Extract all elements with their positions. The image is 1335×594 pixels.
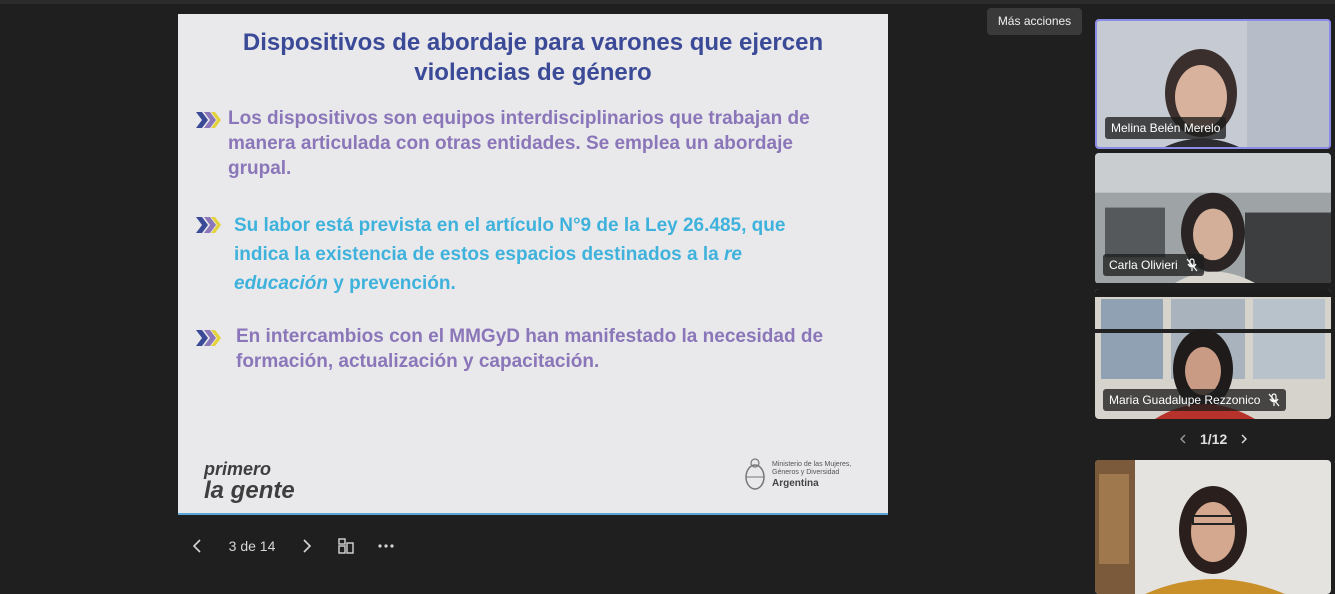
double-chevron-icon [196, 330, 222, 346]
participant-name: Carla Olivieri [1109, 258, 1178, 272]
bullet-text-part: y prevención. [327, 273, 456, 294]
slide-bullet-text: Los dispositivos son equipos interdisciplinarios que trabajan de manera articulada con otras entidades. Se emplea un abordaje grupal. [228, 108, 810, 179]
participant-name-tag [1103, 389, 1286, 411]
participant-tile[interactable] [1095, 153, 1331, 284]
previous-slide-button[interactable] [178, 530, 218, 562]
gallery-next-button[interactable] [1233, 428, 1255, 450]
slide-title: Dispositivos de abordaje para varones que ejercen violencias de género [242, 29, 824, 86]
gallery-pager [1172, 428, 1255, 450]
participant-name-tag [1103, 254, 1204, 276]
ministry-text [772, 461, 851, 490]
chevron-right-icon [297, 537, 315, 555]
ministry-logo [744, 457, 851, 493]
more-options-button[interactable] [366, 530, 406, 562]
double-chevron-icon [196, 217, 222, 233]
mic-off-icon [1268, 393, 1280, 407]
mic-off-icon [1186, 258, 1198, 272]
logo-line-2: la gente [204, 477, 295, 504]
more-icon [377, 537, 395, 555]
participant-video [1095, 460, 1331, 594]
slide-bullet-text [234, 211, 826, 298]
self-view-tile[interactable] [1095, 460, 1331, 594]
primero-la-gente-logo [204, 458, 295, 502]
slides-grid-icon [337, 537, 355, 555]
slide-navigation [178, 530, 406, 562]
chevron-left-icon [1177, 433, 1189, 445]
slide-bullet-text: En intercambios con el MMGyD han manifestado la necesidad de formación, actualización y capacitación. [236, 326, 824, 372]
top-bar [0, 0, 1335, 4]
chevron-right-icon [1238, 433, 1250, 445]
slide-bullet-1 [196, 106, 826, 181]
logo-line-1: primero [204, 459, 272, 479]
more-actions-tooltip: Más acciones [987, 8, 1082, 35]
participant-tile[interactable] [1095, 19, 1331, 149]
slide-bullet-2 [196, 211, 826, 298]
slides-grid-button[interactable] [326, 530, 366, 562]
participant-name: Maria Guadalupe Rezzonico [1109, 393, 1261, 407]
ministry-line-2: Géneros y Diversidad [772, 468, 840, 476]
bullet-text-part: Su labor está prevista en el artículo N°9 de la Ley 26.485, que indica la existencia de estos espacios destinados a la [234, 215, 786, 265]
national-seal-icon [744, 457, 766, 493]
participant-name: Melina Belén Merelo [1111, 121, 1221, 135]
slide-page-indicator: 3 de 14 [228, 538, 276, 554]
bullet-text-italic: re educación [234, 244, 742, 294]
chevron-left-icon [189, 537, 207, 555]
double-chevron-icon [196, 112, 222, 128]
ministry-country: Argentina [772, 477, 819, 489]
next-slide-button[interactable] [286, 530, 326, 562]
gallery-page-indicator: 1/12 [1200, 431, 1228, 447]
shared-slide [178, 14, 888, 515]
gallery-previous-button[interactable] [1172, 428, 1194, 450]
participant-name-tag [1105, 117, 1226, 139]
ministry-line-1: Ministerio de las Mujeres, [772, 460, 852, 468]
participant-tile[interactable] [1095, 289, 1331, 419]
slide-bullet-3 [196, 324, 826, 374]
